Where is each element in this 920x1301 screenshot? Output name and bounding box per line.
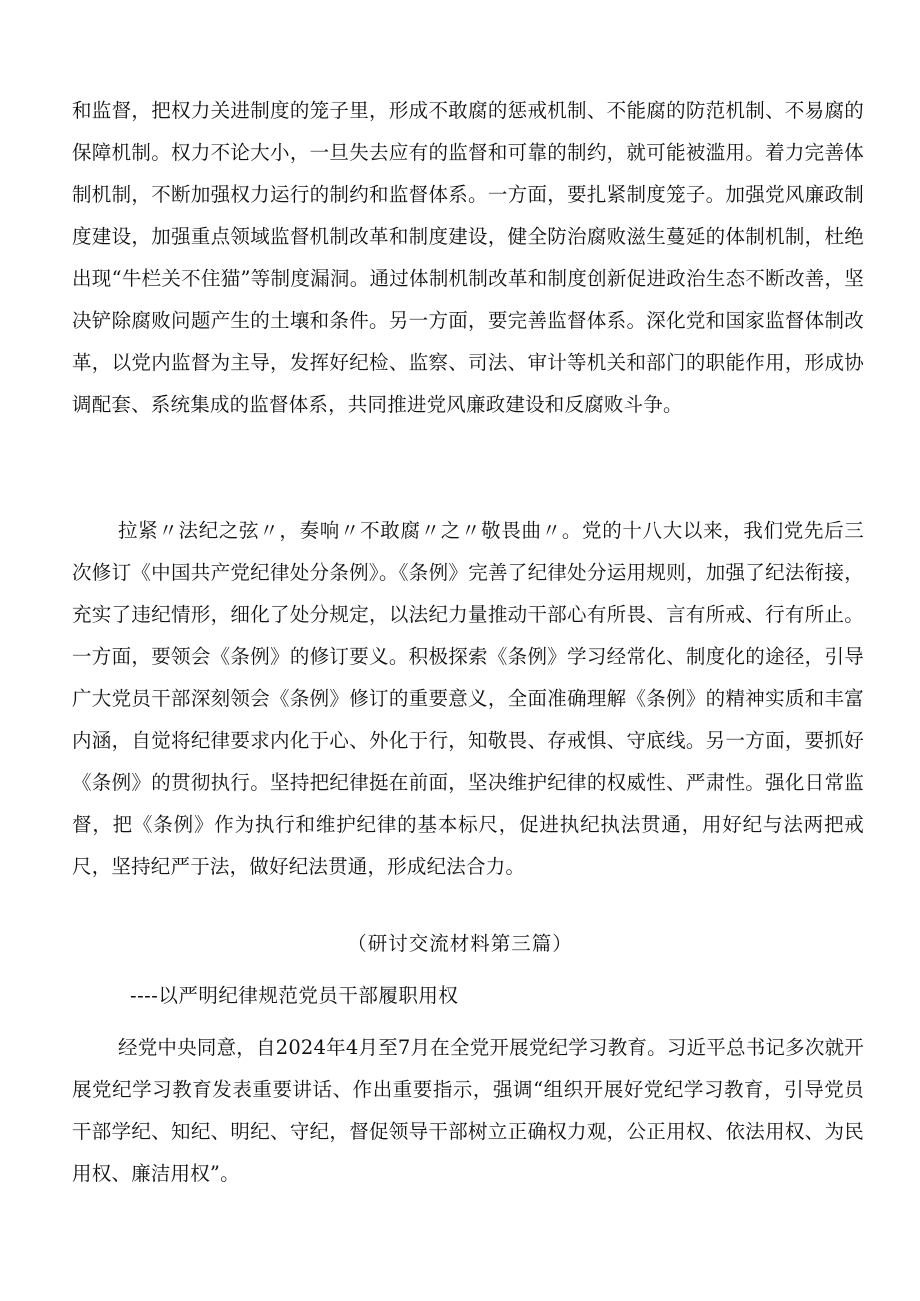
section-subtitle: ----以严明纪律规范党员干部履职用权 bbox=[130, 984, 459, 1007]
paragraph-oversight-system: 和监督，把权力关进制度的笼子里，形成不敢腐的惩戒机制、不能腐的防范机制、不易腐的保障机制。权力不论大小，一旦失去应有的监督和可靠的制约，就可能被滥用。着力完善体制机制，不断加强权力运行的制约和监督体系。一方面，要扎紧制度笼子。加强党风廉政制度建设，加强重点领域监督机制改革和制度建设，健全防治腐败滋生蔓延的体制机制，杜绝出现“牛栏关不住猫”等制度漏洞。通过体制机制改革和制度创新促进政治生态不断改善，坚决铲除腐败问题产生的土壤和条件。另一方面，要完善监督体系。深化党和国家监督体制改革，以党内监督为主导，发挥好纪检、监察、司法、审计等机关和部门的职能作用，形成协调配套、系统集成的监督体系，共同推进党风廉政建设和反腐败斗争。 bbox=[72, 99, 864, 416]
paragraph-discipline-regulations: 拉紧〃法纪之弦〃，奏响〃不敢腐〃之〃敬畏曲〃。党的十八大以来，我们党先后三次修订《中国共产党纪律处分条例》。《条例》完善了纪律处分运用规则，加强了纪法衔接，充实了违纪情形，细化了处分规定，以法纪力量推动干部心有所畏、言有所戒、行有所止。一方面，要领会《条例》的修订要义。积极探索《条例》学习经常化、制度化的途径，引导广大党员干部深刻领会《条例》修订的重要意义，全面准确理解《条例》的精神实质和丰富内涵，自觉将纪律要求内化于心、外化于行，知敬畏、存戒惧、守底线。另一方面，要抓好《条例》的贯彻执行。坚持把纪律挺在前面，坚决维护纪律的权威性、严肃性。强化日常监督，把《条例》作为执行和维护纪律的基本标尺，促进执纪执法贯通，用好纪与法两把戒尺，坚持纪严于法，做好纪法贯通，形成纪法合力。 bbox=[72, 519, 864, 878]
section-heading: （研讨交流材料第三篇） bbox=[347, 932, 573, 955]
paragraph-party-discipline-education: 经党中央同意，自2024年4月至7月在全党开展党纪学习教育。习近平总书记多次就开展党纪学习教育发表重要讲话、作出重要指示，强调“组织开展好党纪学习教育，引导党员干部学纪、知纪、明纪、守纪，督促领导干部树立正确权力观，公正用权、依法用权、为民用权、廉洁用权”。 bbox=[72, 1036, 864, 1185]
